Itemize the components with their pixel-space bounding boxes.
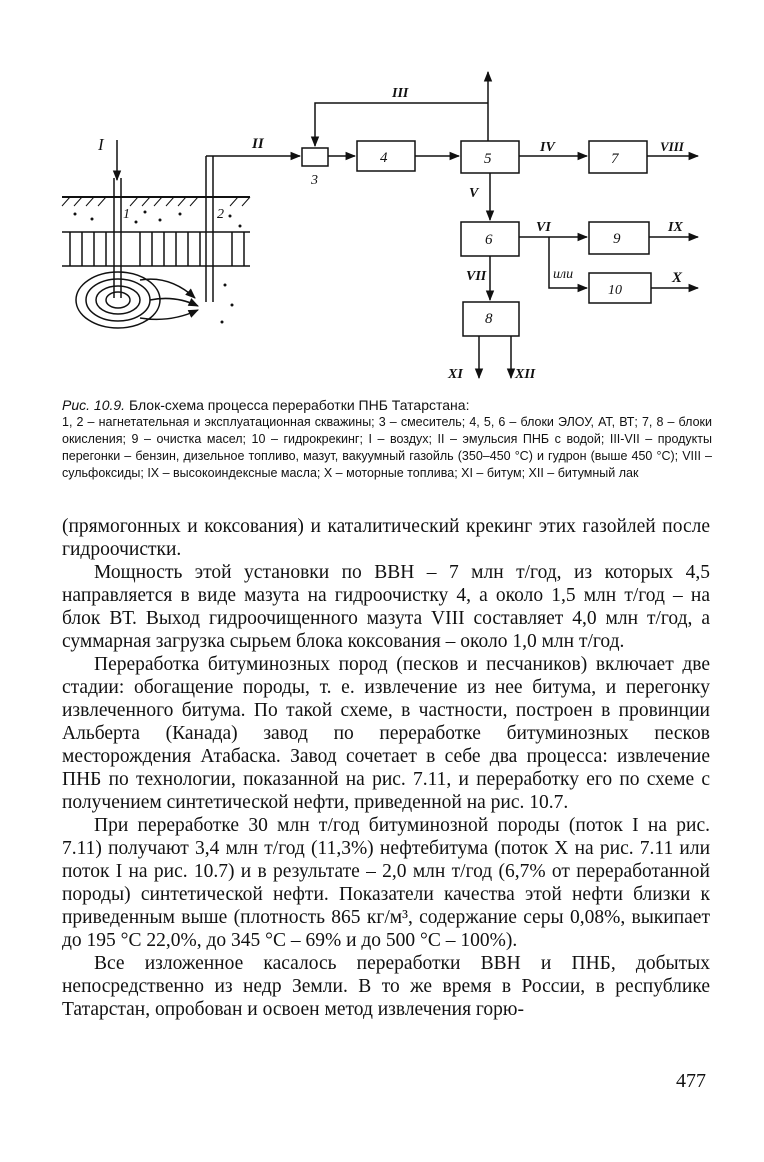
label-stream-ii: II	[252, 136, 264, 152]
label-stream-iii: III	[392, 86, 409, 101]
label-stream-viii: VIII	[660, 139, 684, 154]
stream-iii-line	[315, 103, 488, 146]
label-stream-v: V	[469, 186, 479, 201]
page-number: 477	[676, 1070, 706, 1092]
label-stream-i: I	[98, 135, 104, 154]
paragraph-processing-figures: При переработке 30 млн т/год битуминозной породы (поток I на рис. 7.11) получают 3,4 млн т/год (11,3%) нефтебитума (поток X на рис. 7.11 или поток I на рис. 10.7) и в результате – 2,0 млн т/год (6,7% от переработанной породы) синтетической нефти. Показатели качества этой нефти близки к приведенным выше (плотность 865 кг/м³, содержание серы 0,08%, выкипает до 195 °С 22,0%, до 345 °С – 69% и до 500 °С – 100%).	[62, 815, 710, 951]
label-stream-ix: IX	[668, 220, 683, 235]
block-3-mixer	[302, 148, 328, 166]
page-body	[62, 515, 710, 1021]
label-block-7: 7	[611, 151, 619, 167]
label-block-3: 3	[311, 173, 318, 188]
caption-title: Блок-схема процесса переработки ПНБ Татарстана:	[128, 397, 470, 413]
injection-well	[114, 140, 121, 298]
label-block-10: 10	[608, 283, 622, 298]
label-stream-xii: XII	[515, 367, 536, 382]
label-block-8: 8	[485, 311, 493, 327]
label-stream-vii: VII	[466, 269, 487, 284]
label-stream-vi: VI	[536, 220, 551, 235]
figure-caption	[62, 397, 712, 482]
process-block-diagram	[0, 0, 764, 395]
paragraph-vvn-capacity: Мощность этой установки по ВВН – 7 млн т/год, из которых 4,5 направляется в виде мазута на гидроочистку 4, а около 1,5 млн т/год – на блок ВТ. Выход гидроочищенного мазута VIII составляет 4,0 млн т/год, а суммарная загрузка сырьем блока коксования – около 1,0 млн т/год.	[62, 562, 710, 652]
paragraph-tatarstan-method: Все изложенное касалось переработки ВВН и ПНБ, добытых непосредственно из недр Земли. В то же время в России, в республике Татарстан, опробован и освоен метод извлечения горю-	[62, 953, 710, 1020]
label-or: или	[553, 267, 574, 282]
label-stream-x: X	[672, 270, 683, 286]
label-block-4: 4	[380, 150, 388, 166]
caption-title-line	[62, 397, 712, 414]
caption-legend: 1, 2 – нагнетательная и эксплуатационная скважины; 3 – смеситель; 4, 5, 6 – блоки ЭЛОУ, АТ, ВТ; 7, 8 – блоки окисления; 9 – очистка масел; 10 – гидрокрекинг; I – воздух; II – эмульсия ПНБ с водой; III-VII – продукты перегонки – бензин, дизельное топливо, мазут, вакуумный газойль (350–450 °С) и гудрон (выше 450 °С); VIII – сульфоксиды; IX – высокоиндексные масла; X – моторные топлива; XI – битум; XII – битумный лак	[62, 415, 712, 480]
label-block-2: 2	[217, 207, 224, 222]
paragraph-bituminous-rocks: Переработка битуминозных пород (песков и песчаников) включает две стадии: обогащение породы, т. е. извлечение из нее битума, и перегонку извлеченного битума. По такой схеме, в частности, построен в провинции Альберта (Канада) завод по переработке битуминозных песков месторождения Атабаска. Завод сочетает в себе два процесса: извлечение ПНБ по технологии, показанной на рис. 7.11, и переработку его по схеме с получением синтетической нефти, приведенной на рис. 10.7.	[62, 654, 710, 813]
label-block-6: 6	[485, 232, 493, 248]
production-well	[206, 156, 300, 302]
label-block-9: 9	[613, 231, 621, 247]
paragraph-continuation: (прямогонных и коксования) и каталитический крекинг этих газойлей после гидроочистки.	[62, 516, 710, 560]
caption-figure-number: Рис. 10.9.	[62, 397, 126, 413]
label-stream-iv: IV	[540, 140, 555, 155]
label-stream-xi: XI	[448, 367, 463, 382]
label-block-5: 5	[484, 151, 492, 167]
label-block-1: 1	[123, 207, 130, 222]
